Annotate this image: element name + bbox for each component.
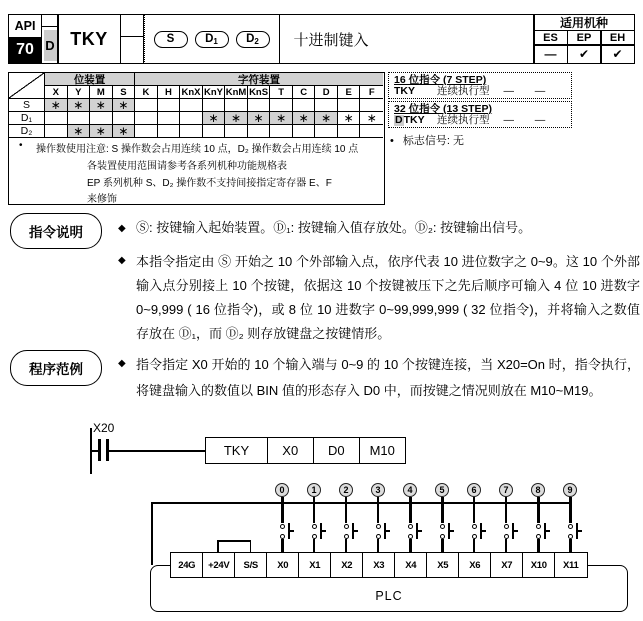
key-wire-upper xyxy=(377,497,378,523)
ladder-operand-M10: M10 xyxy=(359,437,407,464)
operand-row-label: S xyxy=(9,99,45,112)
example-heading: 程序范例 xyxy=(10,350,102,386)
key-button-2: 2 xyxy=(339,483,353,497)
terminal-X4: X4 xyxy=(394,552,428,578)
divider xyxy=(121,36,143,38)
word-device-header: 字符装置 xyxy=(135,73,383,86)
operand-cell: ∗ xyxy=(68,125,91,138)
flag-note xyxy=(390,132,464,148)
ladder-operand-TKY: TKY xyxy=(205,437,268,464)
key-button-8: 8 xyxy=(531,483,545,497)
terminal-X2: X2 xyxy=(330,552,364,578)
terminal-S/S: S/S xyxy=(234,552,268,578)
model-es: ES xyxy=(533,30,568,46)
key-wire-lower xyxy=(313,539,314,552)
mnemonic: TKY xyxy=(57,14,121,64)
operand-cell xyxy=(315,125,338,138)
step-mnemonic xyxy=(394,86,437,97)
terminal-X3: X3 xyxy=(362,552,396,578)
operand-cell: ∗ xyxy=(270,112,293,125)
switch-contact-dot xyxy=(440,534,445,539)
column-header-C: C xyxy=(293,86,316,99)
operand-symbol-D1: D 1 xyxy=(195,31,229,48)
step-box-title: 32 位指令 (13 STEP) xyxy=(394,103,493,115)
model-ep-support: ✔ xyxy=(567,44,602,64)
note-line-1: 操作数使用注意: S 操作数会占用连续 10 点，D₂ 操作数会占用连续 10 点 xyxy=(36,144,359,155)
pulse-placeholder-cell xyxy=(120,14,145,64)
step-mnemonic xyxy=(394,115,437,126)
operand-cell: ∗ xyxy=(90,125,113,138)
terminal-X6: X6 xyxy=(458,552,492,578)
switch-actuator xyxy=(352,530,358,532)
flag-note-text: 标志信号: 无 xyxy=(402,135,465,147)
models-caption: 适用机种 xyxy=(533,14,635,31)
operand-cell: ∗ xyxy=(113,99,136,112)
bit-device-header: 位装置 xyxy=(45,73,135,86)
mnemonic-body: TKY xyxy=(403,114,425,126)
column-header-KnX: KnX xyxy=(180,86,203,99)
operand-cell xyxy=(180,125,203,138)
column-header-E: E xyxy=(338,86,361,99)
diamond-bullet-icon: ◆ xyxy=(118,358,126,369)
switch-contact-dot xyxy=(376,534,381,539)
bullet-icon: • xyxy=(390,135,394,147)
operand-cell: ∗ xyxy=(68,99,91,112)
operand-cell xyxy=(45,125,68,138)
terminal-X10: X10 xyxy=(522,552,556,578)
switch-contact-dot xyxy=(344,524,349,529)
explanation-bullet-1: Ⓢ: 按键输入起始装置。Ⓓ₁: 按键输入值存放处。Ⓓ₂: 按键输出信号。 xyxy=(136,220,532,235)
key-button-0: 0 xyxy=(275,483,289,497)
column-header-KnM: KnM xyxy=(225,86,247,98)
switch-contact-dot xyxy=(312,524,317,529)
terminal-X11: X11 xyxy=(554,552,588,578)
switch-actuator xyxy=(320,530,326,532)
switch-actuator xyxy=(416,530,422,532)
key-wire-upper xyxy=(409,497,412,523)
mnemonic-body: TKY xyxy=(394,85,415,97)
key-button-3: 3 xyxy=(371,483,385,497)
operand-symbol-D2: D 2 xyxy=(236,31,270,48)
key-wire-upper xyxy=(441,497,444,523)
key-button-6: 6 xyxy=(467,483,481,497)
terminal-+24V: +24V xyxy=(202,552,236,578)
diamond-bullet-icon: ◆ xyxy=(118,223,126,234)
key-wire-lower xyxy=(345,539,346,552)
step-box-32bit xyxy=(388,101,572,128)
key-wire-lower xyxy=(569,539,572,552)
operand-cell: ∗ xyxy=(90,99,113,112)
bus-drop-wire xyxy=(151,502,153,565)
execution-type: 连续执行型 xyxy=(437,114,490,126)
dash: — xyxy=(503,114,514,126)
operand-cell xyxy=(338,125,361,138)
operand-cell: ∗ xyxy=(293,112,316,125)
key-wire-upper xyxy=(505,497,506,523)
operand-row-label: D₂ xyxy=(9,125,45,138)
switch-contact-dot xyxy=(376,524,381,529)
operand-cell xyxy=(180,112,203,125)
column-header-F: F xyxy=(360,86,383,99)
operand-cell xyxy=(203,125,226,138)
key-wire-upper xyxy=(569,497,572,523)
switch-actuator xyxy=(544,530,550,532)
switch-contact-dot xyxy=(568,534,573,539)
ladder-wire xyxy=(109,450,206,452)
note-line-3: EP 系列机种 S、D₂ 操作数不支持间接指定寄存器 E、F xyxy=(87,178,332,189)
operand-cell: ∗ xyxy=(338,112,361,125)
operands-cell xyxy=(143,14,280,64)
operand-cell: ∗ xyxy=(315,112,338,125)
ladder-operand-D0: D0 xyxy=(313,437,361,464)
key-wire-lower xyxy=(473,539,474,552)
operand-cell xyxy=(158,125,181,138)
explanation-bullet-2: 本指令指定由 Ⓢ 开始之 10 个外部输入点，依序代表 10 进位数字之 0~9。这 10 个外部输入点分别接上 10 个按键，依据这 10 个按键被压下之先后顺序可输入 4 位 10 进数字 0~9,999 ( 16 位指令)，或 8 位 10 进数字 0~99,999,999 ( 32 位指令)，并将输入之数值存放在 Ⓓ₁，而 Ⓓ₂ 则存放键盘之按键情形。 xyxy=(136,254,640,341)
contact-bar xyxy=(98,439,101,461)
operand-cell xyxy=(270,125,293,138)
operand-cell: ∗ xyxy=(203,112,226,125)
terminal-X0: X0 xyxy=(266,552,300,578)
column-header-M: M xyxy=(90,86,113,99)
key-wire-lower xyxy=(281,539,284,552)
operand-symbol-S: S xyxy=(154,31,188,48)
operand-cell xyxy=(293,125,316,138)
key-wire-upper xyxy=(345,497,346,523)
switch-contact-dot xyxy=(536,534,541,539)
key-wire-lower xyxy=(409,539,412,552)
jumper-wire xyxy=(250,540,252,552)
operand-cell: ∗ xyxy=(45,99,68,112)
model-es-support: — xyxy=(533,44,568,64)
operand-cell: ∗ xyxy=(248,112,271,125)
terminal-X7: X7 xyxy=(490,552,524,578)
d-flag: D xyxy=(44,30,57,61)
terminal-X1: X1 xyxy=(298,552,332,578)
operand-table xyxy=(9,73,383,138)
switch-contact-dot xyxy=(408,534,413,539)
switch-contact-dot xyxy=(536,524,541,529)
dash: — xyxy=(503,85,514,97)
key-button-5: 5 xyxy=(435,483,449,497)
jumper-wire xyxy=(217,540,219,552)
instruction-title: 十进制键入 xyxy=(279,14,535,64)
common-bus-wire xyxy=(151,502,571,504)
operand-cell: ∗ xyxy=(113,125,136,138)
switch-actuator xyxy=(384,530,390,532)
jumper-wire xyxy=(217,540,251,542)
d-flag-cell xyxy=(41,14,59,64)
key-wire-upper xyxy=(313,497,314,523)
operand-cell: ∗ xyxy=(225,112,248,125)
switch-contact-dot xyxy=(280,524,285,529)
step-box-title: 16 位指令 (7 STEP) xyxy=(394,74,487,86)
key-wire-upper xyxy=(281,497,284,523)
mnemonic-prefix: D xyxy=(395,114,403,126)
switch-actuator xyxy=(448,530,454,532)
dash: — xyxy=(534,85,546,97)
switch-contact-dot xyxy=(408,524,413,529)
note-line-2: 各装置使用范围请参考各系列机种功能规格表 xyxy=(87,161,287,172)
switch-contact-dot xyxy=(504,534,509,539)
switch-contact-dot xyxy=(280,534,285,539)
model-ep: EP xyxy=(567,30,602,46)
column-header-X: X xyxy=(45,86,68,99)
operand-cell xyxy=(135,112,158,125)
execution-type: 连续执行型 xyxy=(437,85,490,97)
operand-cell xyxy=(248,125,271,138)
key-wire-lower xyxy=(441,539,444,552)
operand-row-label: D₁ xyxy=(9,112,45,125)
api-label: API xyxy=(8,14,42,38)
column-header-H: H xyxy=(158,86,181,99)
ladder-operand-X0: X0 xyxy=(267,437,315,464)
operand-cell xyxy=(225,125,248,138)
column-header-T: T xyxy=(270,86,293,99)
key-wire-lower xyxy=(537,539,540,552)
example-text: 指令指定 X0 开始的 10 个输入端与 0~9 的 10 个按键连接，当 X20=On 时，指令执行，将键盘输入的数值以 BIN 值的形态存入 D0 中，而按键之情况则放在 M10~M19。 xyxy=(136,357,640,398)
operand-cell xyxy=(135,99,158,112)
operand-cell xyxy=(158,99,181,112)
divider xyxy=(42,26,57,27)
operand-table-corner xyxy=(9,73,45,99)
key-wire-lower xyxy=(505,539,506,552)
switch-actuator xyxy=(288,530,294,532)
column-header-D: D xyxy=(315,86,338,99)
switch-contact-dot xyxy=(344,534,349,539)
key-button-4: 4 xyxy=(403,483,417,497)
key-wire-upper xyxy=(473,497,474,523)
column-header-S: S xyxy=(113,86,136,99)
column-header-Y: Y xyxy=(68,86,91,99)
switch-actuator xyxy=(576,530,582,532)
operand-table-box xyxy=(8,72,385,205)
plc-label: PLC xyxy=(375,589,403,603)
operand-cell xyxy=(360,125,383,138)
explanation-heading: 指令说明 xyxy=(10,213,102,249)
api-number: 70 xyxy=(8,37,42,65)
note-bullet: • xyxy=(19,140,23,151)
operand-cell xyxy=(45,112,68,125)
switch-actuator xyxy=(512,530,518,532)
operand-cell: ∗ xyxy=(360,112,383,125)
switch-actuator xyxy=(480,530,486,532)
dash: — xyxy=(534,114,546,126)
diamond-bullet-icon: ◆ xyxy=(118,255,126,266)
key-button-7: 7 xyxy=(499,483,513,497)
model-eh: EH xyxy=(600,30,635,46)
note-line-4: 来修饰 xyxy=(87,194,117,205)
switch-contact-dot xyxy=(472,524,477,529)
operand-cell xyxy=(180,99,203,112)
switch-contact-dot xyxy=(568,524,573,529)
switch-contact-dot xyxy=(312,534,317,539)
column-header-KnY: KnY xyxy=(203,86,226,99)
switch-contact-dot xyxy=(504,524,509,529)
terminal-24G: 24G xyxy=(170,552,204,578)
switch-contact-dot xyxy=(472,534,477,539)
contact-label: X20 xyxy=(93,421,115,435)
operand-cell xyxy=(135,125,158,138)
switch-contact-dot xyxy=(440,524,445,529)
key-wire-lower xyxy=(377,539,378,552)
column-header-K: K xyxy=(135,86,158,99)
column-header-KnS: KnS xyxy=(248,86,271,99)
terminal-X5: X5 xyxy=(426,552,460,578)
model-eh-support: ✔ xyxy=(600,44,635,64)
key-button-1: 1 xyxy=(307,483,321,497)
key-wire-upper xyxy=(537,497,540,523)
key-button-9: 9 xyxy=(563,483,577,497)
step-box-16bit xyxy=(388,72,572,99)
operand-cell xyxy=(158,112,181,125)
